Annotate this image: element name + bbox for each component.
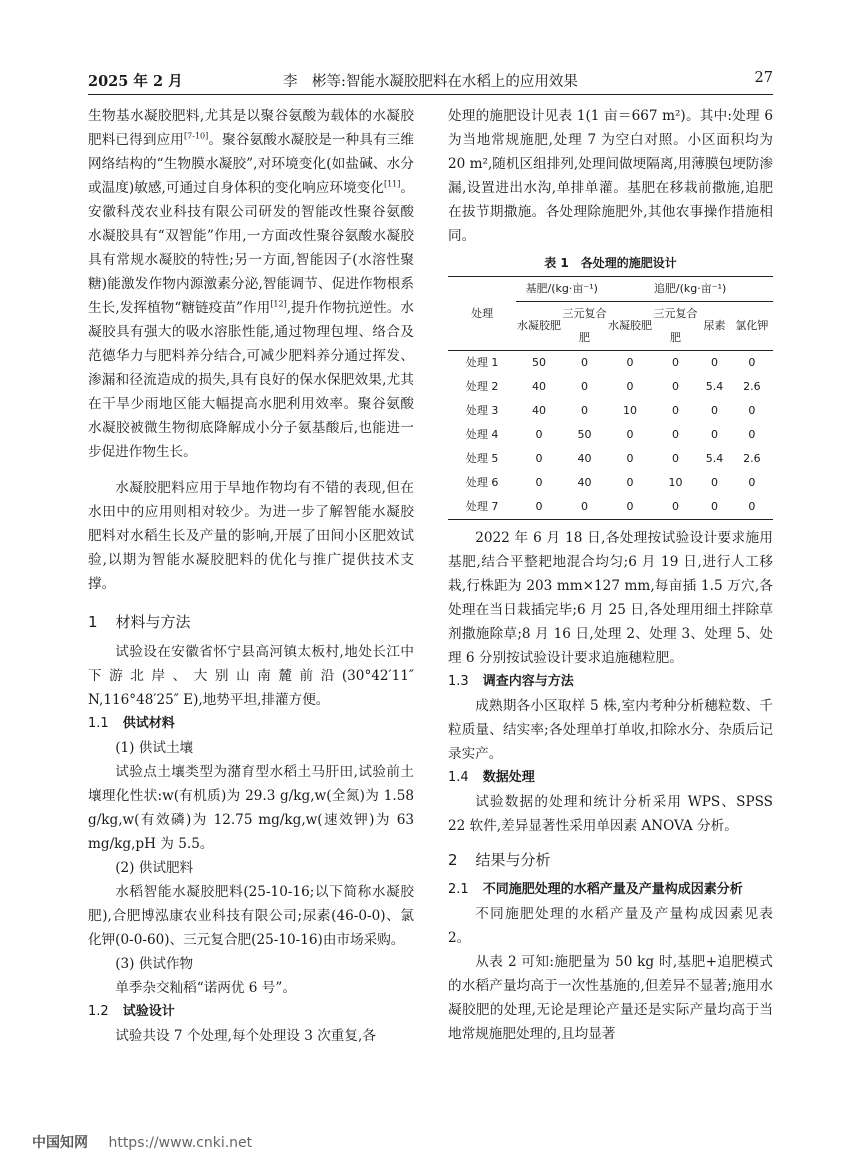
table-col-header: 水凝胶肥 xyxy=(608,319,652,332)
table-row-label: 处理 1 xyxy=(465,356,499,369)
table-header-treatment: 处理 xyxy=(448,277,516,351)
table-row-label: 处理 7 xyxy=(465,500,499,513)
table-cell: 0 xyxy=(672,404,679,417)
footer-url[interactable]: https://www.cnki.net xyxy=(108,1135,253,1151)
table-cell: 0 xyxy=(535,500,543,513)
paragraph: 试验点土壤类型为潴育型水稻土马肝田,试验前土壤理化性状:w(有机质)为 29.3 g/kg,w(全氮)为 1.58 g/kg,w(有效磷)为 12.75 mg/kg,w(速效钾)为 63 mg/kg,pH 为 5.5。 xyxy=(88,764,414,852)
subsection-heading: 1.4 数据处理 xyxy=(448,770,535,785)
table-cell: 0 xyxy=(535,452,543,465)
table-col-header: 水凝胶肥 xyxy=(517,319,561,332)
table-col-header: 氯化钾 xyxy=(735,319,769,332)
table-cell: 0 xyxy=(626,428,634,441)
subsection-heading: 1.3 调查内容与方法 xyxy=(448,674,574,689)
table-cell: 0 xyxy=(581,356,588,369)
running-header xyxy=(88,70,773,96)
citation[interactable]: [7-10] xyxy=(184,131,209,141)
table-cell: 0 xyxy=(581,500,588,513)
table-cell: 40 xyxy=(532,380,546,393)
table-col-header: 三元复合肥 xyxy=(653,307,698,344)
table-row-label: 处理 3 xyxy=(465,404,499,417)
paragraph: 2022 年 6 月 18 日,各处理按试验设计要求施用基肥,结合平整耙地混合均匀;6 月 19 日,进行人工移栽,行株距为 203 mm×127 mm,每亩插 1.5 万穴,各处理在当日栽插完毕;6 月 25 日,各处理用细土拌除草剂撒施除草;8 月 16 日,处理 2、处理 3、处理 5、处理 6 分别按试验设计要求追施穗粒肥。 xyxy=(448,530,773,666)
table-cell: 0 xyxy=(626,476,634,489)
paragraph: 试验数据的处理和统计分析采用 WPS、SPSS 22 软件,差异显著性采用单因素 ANOVA 分析。 xyxy=(448,794,773,834)
paragraph: 成熟期各小区取样 5 株,室内考种分析穗粒数、千粒质量、结实率;各处理单打单收,扣除水分、杂质后记录实产。 xyxy=(448,698,773,762)
paragraph: 生物基水凝胶肥料,尤其是以聚谷氨酸为载体的水凝胶肥料已得到应用[7-10]。聚谷氨酸水凝胶是一种具有三维网络结构的“生物膜水凝胶”,对环境变化(如盐碱、水分或温度)敏感,可通过自身体积的变化响应环境变化[11]。安徽科茂农业科技有限公司研发的智能改性聚谷氨酸水凝胶具有“双智能”作用,一方面改性聚谷氨酸水凝胶具有常规水凝胶的特性;另一方面,智能因子(水溶性聚糖)能激发作物内源激素分泌,智能调节、促进作物根系生长,发挥植物“糖链疫苗”作用[12],提升作物抗逆性。水凝胶具有强大的吸水溶胀性能,通过物理包埋、络合及范德华力与肥料养分结合,可减少肥料养分通过挥发、渗漏和径流造成的损失,具有良好的保水保肥效果,尤其在干旱少雨地区能大幅提高水肥利用效率。聚谷氨酸水凝胶被微生物彻底降解成小分子氨基酸后,也能进一步促进作物生长。 xyxy=(88,108,415,460)
table-cell: 0 xyxy=(711,476,718,489)
table-cell: 0 xyxy=(672,380,679,393)
subsection-heading: 1.1 供试材料 xyxy=(88,716,175,731)
table-cell: 0 xyxy=(626,452,634,465)
table-row xyxy=(448,471,773,495)
table-header-top: 追肥/(kg·亩⁻¹) xyxy=(607,277,773,302)
issue-date: 2025 年 2 月 xyxy=(88,73,183,90)
right-column xyxy=(448,104,773,1046)
table-cell: 0 xyxy=(748,404,756,417)
section-heading: 1 材料与方法 xyxy=(88,613,191,631)
table-cell: 0 xyxy=(672,428,679,441)
running-title: 李 彬等:智能水凝胶肥料在水稻上的应用效果 xyxy=(283,74,578,90)
table-cell: 0 xyxy=(711,428,718,441)
table-cell: 0 xyxy=(626,500,634,513)
table-col-header: 尿素 xyxy=(703,319,726,332)
fertilization-table xyxy=(448,276,773,520)
table-col-header: 三元复合肥 xyxy=(562,307,607,344)
left-column xyxy=(88,104,414,1048)
table-row xyxy=(448,495,773,520)
table-cell: 50 xyxy=(577,428,592,441)
table-cell: 5.4 xyxy=(705,452,724,465)
table-row-label: 处理 2 xyxy=(465,380,499,393)
table-row xyxy=(448,447,773,471)
footer-watermark xyxy=(32,1132,252,1152)
table-cell: 0 xyxy=(626,356,634,369)
table-cell: 5.4 xyxy=(705,380,724,393)
table-caption: 表 1 各处理的施肥设计 xyxy=(544,256,677,270)
table-cell: 0 xyxy=(581,380,588,393)
table-cell: 50 xyxy=(532,356,546,369)
table-cell: 0 xyxy=(748,500,756,513)
item-heading: (3) 供试作物 xyxy=(115,956,194,972)
paragraph: 试验设在安徽省怀宁县高河镇太板村,地处长江中下游北岸、大别山南麓前沿(30°42′11″ N,116°48′25″ E),地势平坦,排灌方便。 xyxy=(88,644,414,708)
table-cell: 0 xyxy=(672,452,679,465)
table-cell: 40 xyxy=(577,452,592,465)
table-row-label: 处理 4 xyxy=(465,428,499,441)
header-rule xyxy=(88,94,773,95)
table-row xyxy=(448,351,773,376)
paragraph: 不同施肥处理的水稻产量及产量构成因素见表 2。 xyxy=(448,906,773,946)
table-cell: 0 xyxy=(748,356,756,369)
table-cell: 0 xyxy=(535,428,543,441)
table-cell: 10 xyxy=(623,404,637,417)
table-cell: 10 xyxy=(668,476,683,489)
table-row-label: 处理 5 xyxy=(465,452,499,465)
item-heading: (2) 供试肥料 xyxy=(115,860,194,876)
paragraph: 从表 2 可知:施肥量为 50 kg 时,基肥+追肥模式的水稻产量均高于一次性基施的,但差异不显著;施用水凝胶肥的处理,无论是理论产量还是实际产量均高于当地常规施肥处理的,且均显著 xyxy=(448,954,773,1042)
paragraph: 水凝胶肥料应用于旱地作物均有不错的表现,但在水田中的应用则相对较少。为进一步了解智能水凝胶肥料对水稻生长及产量的影响,开展了田间小区肥效试验,以期为智能水凝胶肥料的优化与推广提供技术支撑。 xyxy=(88,480,414,592)
page-number: 27 xyxy=(754,70,773,86)
table-cell: 40 xyxy=(532,404,546,417)
item-heading: (1) 供试土壤 xyxy=(115,740,194,756)
paragraph: 试验共设 7 个处理,每个处理设 3 次重复,各 xyxy=(115,1028,376,1044)
table-cell: 0 xyxy=(535,476,543,489)
table-cell: 2.6 xyxy=(743,452,761,465)
citation[interactable]: [11] xyxy=(383,179,401,189)
table-cell: 0 xyxy=(748,428,756,441)
table-cell: 40 xyxy=(577,476,592,489)
table-header-base: 基肥/(kg·亩⁻¹) xyxy=(516,277,607,302)
table-cell: 2.6 xyxy=(743,380,761,393)
table-cell: 0 xyxy=(748,476,756,489)
cnki-logo: 中国知网 xyxy=(32,1135,88,1151)
table-row xyxy=(448,423,773,447)
table-cell: 0 xyxy=(672,356,679,369)
paragraph: 单季杂交籼稻“诺两优 6 号”。 xyxy=(115,980,296,996)
table-cell: 0 xyxy=(711,500,718,513)
table-cell: 0 xyxy=(581,404,588,417)
table-cell: 0 xyxy=(626,380,634,393)
table-row xyxy=(448,399,773,423)
table-cell: 0 xyxy=(711,356,718,369)
paragraph: 处理的施肥设计见表 1(1 亩＝667 m²)。其中:处理 6 为当地常规施肥,处理 7 为空白对照。小区面积均为 20 m²,随机区组排列,处理间做埂隔离,用薄膜包埂防渗漏,设置进出水沟,单排单灌。基肥在移栽前撒施,追肥在拔节期撒施。各处理除施肥外,其他农事操作措施相同。 xyxy=(448,108,773,244)
table-row-label: 处理 6 xyxy=(465,476,499,489)
citation[interactable]: [12] xyxy=(270,299,287,309)
table-cell: 0 xyxy=(711,404,718,417)
section-heading: 2 结果与分析 xyxy=(448,851,551,869)
paragraph: 水稻智能水凝胶肥料(25-10-16;以下简称水凝胶肥),合肥博泓康农业科技有限公司;尿素(46-0-0)、氯化钾(0-0-60)、三元复合肥(25-10-16)由市场采购。 xyxy=(88,884,414,948)
subsection-heading: 1.2 试验设计 xyxy=(88,1004,175,1019)
table-cell: 0 xyxy=(672,500,679,513)
table-row xyxy=(448,375,773,399)
subsection-heading: 2.1 不同施肥处理的水稻产量及产量构成因素分析 xyxy=(448,882,743,897)
